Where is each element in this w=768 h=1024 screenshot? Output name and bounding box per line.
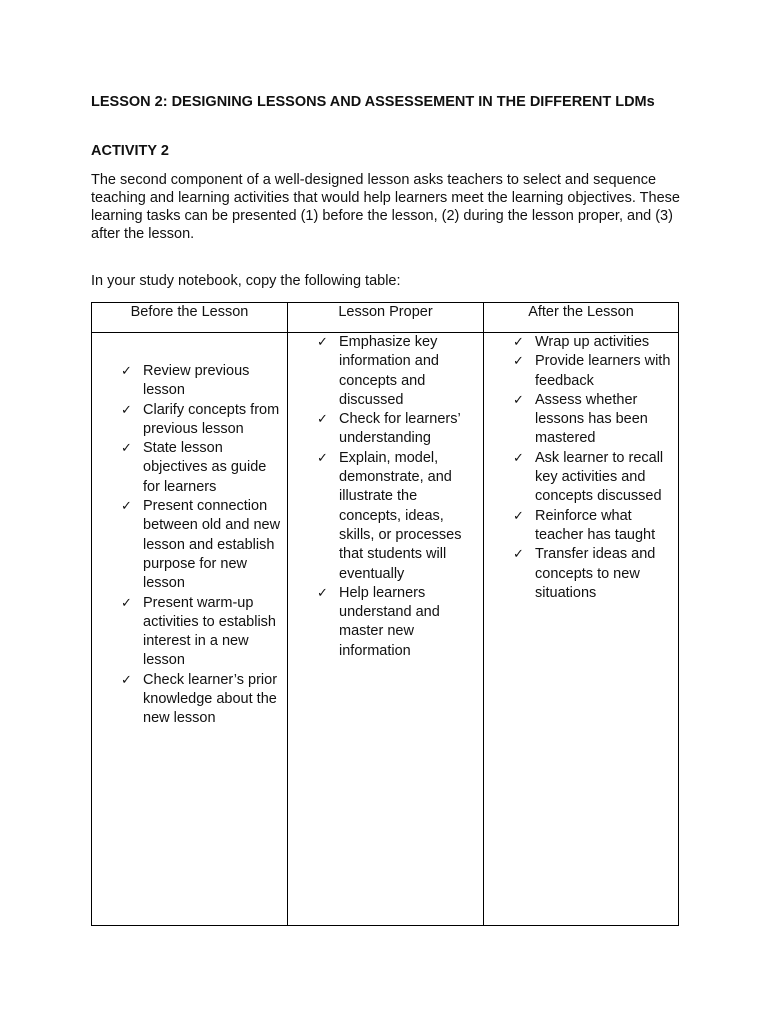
before-the-lesson-list <box>92 333 287 729</box>
after-the-lesson-list <box>484 333 678 603</box>
checkmark-icon: ✓ <box>513 392 524 408</box>
lesson-table <box>91 302 679 926</box>
checkmark-icon: ✓ <box>121 499 132 515</box>
list-item <box>92 401 287 440</box>
list-item-text: Present warm-up activities to establish interest in a new lesson <box>143 594 276 669</box>
list-item <box>484 507 678 546</box>
list-item-text: Present connection between old and new lesson and establish purpose for new lesson <box>143 498 281 592</box>
header-after-the-lesson: After the Lesson <box>484 303 679 333</box>
list-item-text: Provide learners with feedback <box>535 353 671 389</box>
lesson-proper-list <box>288 333 483 661</box>
list-item-text: Assess whether lessons has been mastered <box>535 391 648 447</box>
checkmark-icon: ✓ <box>513 354 524 370</box>
list-item <box>92 671 287 729</box>
list-item-text: Clarify concepts from previous lesson <box>143 401 280 437</box>
list-item <box>288 410 483 449</box>
list-item-text: Review previous lesson <box>143 363 250 399</box>
list-item-text: Help learners understand and master new information <box>339 584 440 659</box>
checkmark-icon: ✓ <box>317 412 328 428</box>
checkmark-icon: ✓ <box>513 508 524 524</box>
checkmark-icon: ✓ <box>121 441 132 457</box>
table-header-row <box>92 303 679 333</box>
list-item <box>288 449 483 584</box>
checkmark-icon: ✓ <box>317 450 328 466</box>
list-item <box>92 497 287 593</box>
checkmark-icon: ✓ <box>121 672 132 688</box>
list-item-text: Explain, model, demonstrate, and illustrate the concepts, ideas, skills, or processes that students will eventually <box>339 449 462 582</box>
checkmark-icon: ✓ <box>121 402 132 418</box>
list-item-text: State lesson objectives as guide for learners <box>143 440 267 495</box>
list-item <box>288 584 483 661</box>
header-before-the-lesson: Before the Lesson <box>92 303 288 333</box>
list-item-text: Check learner’s prior knowledge about the new lesson <box>143 671 278 727</box>
before-the-lesson-cell <box>92 333 288 926</box>
after-the-lesson-cell <box>484 333 679 926</box>
list-item-text: Emphasize key information and concepts and discussed <box>339 334 439 408</box>
list-item <box>484 545 678 603</box>
list-item-text: Reinforce what teacher has taught <box>535 507 656 543</box>
list-item-text: Transfer ideas and concepts to new situations <box>535 546 656 601</box>
activity-title: ACTIVITY 2 <box>91 143 169 159</box>
instruction-text: In your study notebook, copy the following table: <box>91 273 401 289</box>
list-item-text: Ask learner to recall key activities and concepts discussed <box>535 449 664 505</box>
header-lesson-proper: Lesson Proper <box>288 303 484 333</box>
intro-paragraph: The second component of a well-designed lesson asks teachers to select and sequence teaching and learning activities that would help learners meet the learning objectives. These learning tasks can be presented (1) before the lesson, (2) during the lesson proper, and (3) after the lesson. <box>91 172 680 242</box>
checkmark-icon: ✓ <box>317 335 328 350</box>
list-item <box>92 439 287 497</box>
lesson-proper-cell <box>288 333 484 926</box>
list-item <box>484 333 678 352</box>
list-item <box>484 391 678 449</box>
checkmark-icon: ✓ <box>513 335 524 350</box>
list-item-text: Wrap up activities <box>535 334 650 350</box>
lesson-title: LESSON 2: DESIGNING LESSONS AND ASSESSEMENT IN THE DIFFERENT LDMs <box>91 94 655 110</box>
checkmark-icon: ✓ <box>121 364 132 379</box>
checkmark-icon: ✓ <box>317 585 328 601</box>
list-item <box>92 594 287 671</box>
list-item <box>484 352 678 391</box>
checkmark-icon: ✓ <box>121 595 132 611</box>
checkmark-icon: ✓ <box>513 450 524 466</box>
list-item <box>288 333 483 410</box>
table-body-row <box>92 333 679 926</box>
list-item <box>484 449 678 507</box>
list-item <box>92 362 287 401</box>
checkmark-icon: ✓ <box>513 547 524 563</box>
list-item-text: Check for learners’ understanding <box>339 411 461 447</box>
